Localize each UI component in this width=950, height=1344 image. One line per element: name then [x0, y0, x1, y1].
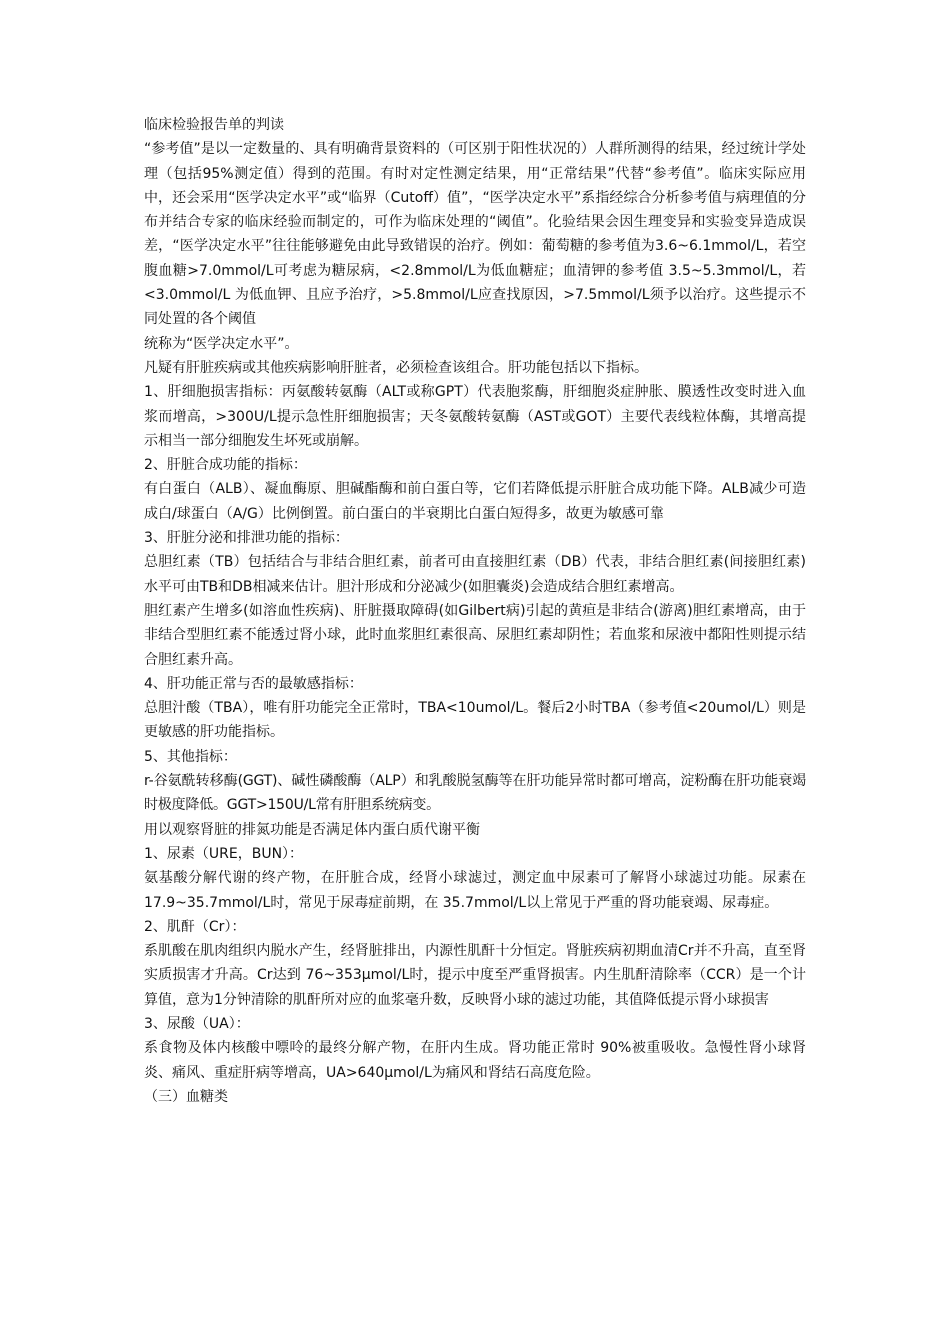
paragraph-reference-value: “参考值”是以一定数量的、具有明确背景资料的（可区别于阳性状况的）人群所测得的结果，经过统计学处理（包括95%测定值）得到的范围。有时对定性测定结果，用“正常结果”代替“参考值”。临床实际应用中，还会采用“医学决定水平”或“临界（Cutoff）值”，“医学决定水平”系指经综合分析参考值与病理值的分布并结合专家的临床经验而制定的，可作为临床处理的“阈值”。化验结果会因生理变异和实验变异造成误差，“医学决定水平”往往能够避免由此导致错误的治疗。例如：葡萄糖的参考值为3.6~6.1mmol/L，若空腹血糖>7.0mmol/L可考虑为糖尿病，<2.8mmol/L为低血糖症；血清钾的参考值 3.5~5.3mmol/L，若<3.0mmol/L 为低血钾、且应予治疗，>5.8mmol/L应查找原因，>7.5mmol/L须予以治疗。这些提示不同处置的各个阈值 — [144, 141, 806, 328]
paragraph-tba: 总胆汁酸（TBA），唯有肝功能完全正常时，TBA<10umol/L。餐后2小时TBA（参考值<20umol/L）则是更敏感的肝功能指标。 — [144, 700, 806, 741]
paragraph-liver-cell-damage: 1、肝细胞损害指标：丙氨酸转氨酶（ALT或称GPT）代表胞浆酶，肝细胞炎症肿胀、膜透性改变时进入血浆而增高，>300U/L提示急性肝细胞损害；天冬氨酸转氨酶（AST或GOT）主要代表线粒体酶，其增高提示相当一部分细胞发生坏死或崩解。 — [144, 384, 806, 449]
paragraph-creatinine: 系肌酸在肌肉组织内脱水产生，经肾脏排出，内源性肌酐十分恒定。肾脏疾病初期血清Cr并不升高，直至肾实质损害才升高。Cr达到 76~353μmol/L时，提示中度至严重肾损害。内生肌酐清除率（CCR）是一个计算值，意为1分钟清除的肌酐所对应的血浆毫升数，反映肾小球的滤过功能，其值降低提示肾小球损害 — [144, 943, 806, 1008]
heading-other-index: 5、其他指标： — [144, 748, 237, 765]
document-title: 临床检验报告单的判读 — [144, 117, 284, 133]
heading-sensitive-index: 4、肝功能正常与否的最敏感指标： — [144, 675, 363, 692]
paragraph-jaundice: 胆红素产生增多(如溶血性疾病)、肝脏摄取障碍(如Gilbert病)引起的黄疸是非结合(游离)胆红素增高，由于非结合型胆红素不能透过肾小球，此时血浆胆红素很高、尿胆红素却阴性；若血浆和尿液中都阳性则提示结合胆红素升高。 — [144, 602, 806, 668]
paragraph-ggt: r-谷氨酰转移酶(GGT)、碱性磷酸酶（ALP）和乳酸脱氢酶等在肝功能异常时都可增高，淀粉酶在肝功能衰竭时极度降低。GGT>150U/L常有肝胆系统病变。 — [144, 773, 806, 814]
paragraph-uric-acid: 系食物及体内核酸中嘌呤的最终分解产物，在肝内生成。肾功能正常时 90%被重吸收。急慢性肾小球肾炎、痛风、重症肝病等增高，UA>640μmol/L为痛风和肾结石高度危险。 — [144, 1040, 806, 1081]
paragraph-decision-level: 统称为“医学决定水平”。 — [144, 335, 299, 352]
paragraph-liver-synthesis: 有白蛋白（ALB）、凝血酶原、胆碱酯酶和前白蛋白等，它们若降低提示肝脏合成功能下降。ALB减少可造成白/球蛋白（A/G）比例倒置。前白蛋白的半衰期比白蛋白短得多，故更为敏感可靠 — [144, 481, 806, 522]
heading-blood-sugar: （三）血糖类 — [144, 1088, 228, 1105]
paragraph-urea: 氨基酸分解代谢的终产物，在肝脏合成，经肾小球滤过，测定血中尿素可了解肾小球滤过功能。尿素在 17.9~35.7mmol/L时，常见于尿毒症前期，在 35.7mmol/L以上常见于严重的肾功能衰竭、尿毒症。 — [144, 870, 806, 911]
paragraph-bilirubin: 总胆红素（TB）包括结合与非结合胆红素，前者可由直接胆红素（DB）代表，非结合胆红素(间接胆红素)水平可由TB和DB相减来估计。胆汁形成和分泌减少(如胆囊炎)会造成结合胆红素增高。 — [144, 554, 806, 595]
paragraph-liver-intro: 凡疑有肝脏疾病或其他疾病影响肝脏者，必须检查该组合。肝功能包括以下指标。 — [144, 359, 648, 376]
heading-liver-secretion: 3、肝脏分泌和排泄功能的指标： — [144, 530, 349, 547]
heading-creatinine: 2、肌酐（Cr）： — [144, 918, 246, 935]
heading-liver-synthesis: 2、肝脏合成功能的指标： — [144, 457, 307, 474]
document-body — [144, 113, 806, 1109]
heading-uric-acid: 3、尿酸（UA）： — [144, 1015, 250, 1032]
paragraph-kidney-intro: 用以观察肾脏的排氮功能是否满足体内蛋白质代谢平衡 — [144, 821, 480, 838]
heading-urea: 1、尿素（URE，BUN）： — [144, 845, 304, 862]
